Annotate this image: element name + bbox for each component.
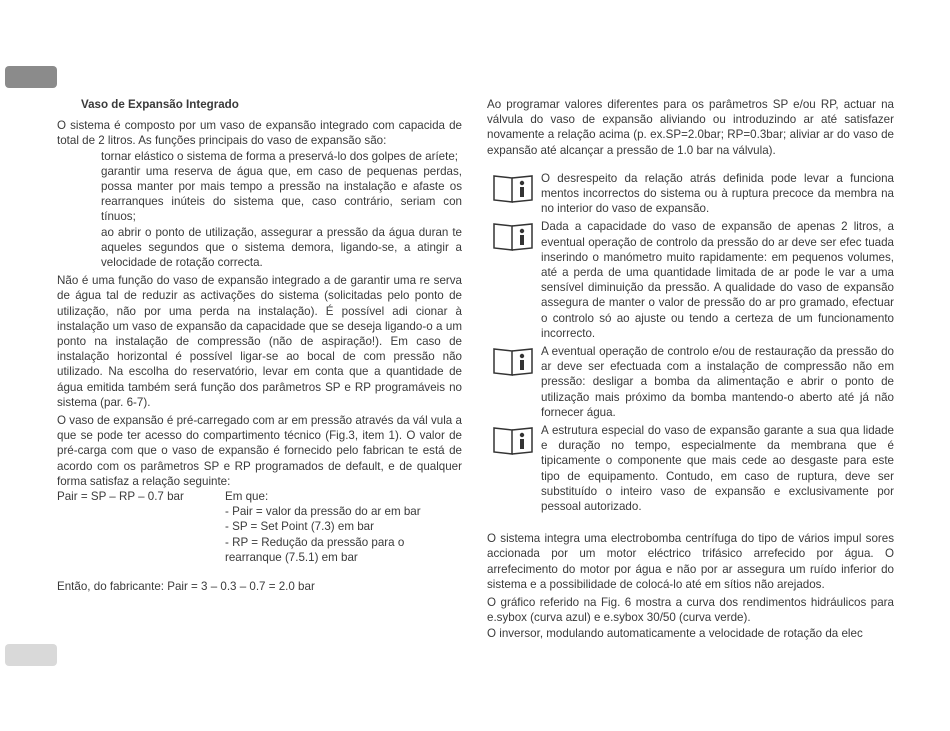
info-note <box>487 171 894 217</box>
where-item: - RP = Redução da pressão para o rearranque (7.5.1) em bar <box>225 535 405 564</box>
page-tab-bottom <box>5 644 57 666</box>
info-note <box>487 344 894 420</box>
paragraph-precharge: O vaso de expansão é pré-carregado com ar em pressão através da vál vula a que se pode ter acesso do compartimento técnico (Fig.3, item 1). O valor de pré-carga com que o vaso de expansão é fornecido pelo fabrican te está de acordo com os parâmetros SP e RP programados de default, e de qualquer forma satisfaz a relação seguinte: <box>57 414 462 488</box>
page-tab-top <box>5 66 57 88</box>
formula-block <box>57 489 462 565</box>
example-line: Então, do fabricante: Pair = 3 – 0.3 – 0.7 = 2.0 bar <box>57 580 315 594</box>
intro-paragraph: O sistema é composto por um vaso de expansão integrado com capacida de total de 2 litros. As funções principais do vaso de expansão são: <box>57 119 462 148</box>
function-item: garantir uma reserva de água que, em caso de pequenas perdas, possa manter por mais tempo a pressão na instalação e afaste os rearranques inúteis do sistema que, caso contrário, seriam con tínuos; <box>101 164 462 224</box>
where-item: - SP = Set Point (7.3) em bar <box>225 520 374 534</box>
formula: Pair = SP – RP – 0.7 bar <box>57 490 184 504</box>
note-text: O desrespeito da relação atrás definida pode levar a funciona mentos incorrectos do sistema ou à ruptura precoce da membra na no interior do vaso de expansão. <box>541 171 894 216</box>
left-column <box>57 97 462 594</box>
paragraph-not-function: Não é uma função do vaso de expansão integrado a de garantir uma re serva de água tal de reduzir as activações do sistema (solicitadas pelo ponto de utilização, não por uma perda na instalação). É possível adi cionar à instalação um vaso de expansão da capacidade que se deseja ligando-o a um ponto na instalação de compressão (não de aspiração!). Em caso de instalação horizontal é possível ligar-se ao bocal de com pressão não utilizado. Na escolha do reservatório, levar em conta que a quantidade de água emitida também será função dos parâmetros SP e RP programáveis no sistema (par. 6-7). <box>57 274 462 409</box>
paragraph-graph: O gráfico referido na Fig. 6 mostra a curva dos rendimentos hidráulicos para e.sybox (curva azul) e e.sybox 30/50 (curva verde). <box>487 596 894 625</box>
where-item: - Pair = valor da pressão do ar em bar <box>225 505 421 519</box>
note-text: Dada a capacidade do vaso de expansão de apenas 2 litros, a eventual operação de controlo da pressão do ar deve ser efec tuada inserindo o manómetro muito rapidamente: em pequenos volumes, até a perda de uma quantidade limitada de ar pode le var a uma sensível diminuição da pressão. A qualidade do vaso de expansão assegura de manter o valor de pressão do ar pro gramado, efectuar o controlo só ao ajuste ou tendo a certeza de um funcionamento incorrecto. <box>541 220 894 340</box>
function-item: ao abrir o ponto de utilização, assegurar a pressão da água duran te aqueles segundos que o sistema demora, ligando-se, a atingir a velocidade de rotação correcta. <box>101 225 462 270</box>
section-title: Vaso de Expansão Integrado <box>81 98 239 111</box>
paragraph-pump: O sistema integra uma electrobomba centrífuga do tipo de vários impul sores accionada por um motor eléctrico trifásico arrefecido por água. O arrefecimento do motor por água e não por ar assegura um ruído inferior do sistema e a possibilidade de colocá-lo até em sítios não arejados. <box>487 532 894 591</box>
paragraph-program: Ao programar valores diferentes para os parâmetros SP e/ou RP, actuar na válvula do vaso de expansão aliviando ou introduzindo ar até satisfazer novamente a relação acima (p. ex.SP=2.0bar; RP=0.3bar; aliviar ar do vaso de expansão até alcançar a pressão de 1.0 bar na válvula). <box>487 98 894 157</box>
formula-legend <box>225 489 462 565</box>
manual-info-icon <box>492 172 534 204</box>
note-text: A estrutura especial do vaso de expansão garante a sua qua lidade e duração no tempo, especialmente da membrana que é tipicamente o componente que mais cede ao desgaste para este tipo de equipamento. Contudo, em caso de ruptura, deve ser substituído o inteiro vaso de expansão e exclusivamente por pessoal autorizado. <box>541 424 894 514</box>
paragraph-inverter: O inversor, modulando automaticamente a velocidade de rotação da elec <box>487 626 863 640</box>
where-label: Em que: <box>225 490 269 504</box>
manual-info-icon <box>492 220 534 252</box>
info-note <box>487 423 894 514</box>
manual-info-icon <box>492 424 534 456</box>
manual-info-icon <box>492 345 534 377</box>
function-item: tornar elástico o sistema de forma a preservá-lo dos golpes de aríete; <box>101 149 459 163</box>
right-column <box>487 97 894 641</box>
note-text: A eventual operação de controlo e/ou de restauração da pressão do ar deve ser efectuada com a instalação de compressão não em pressão: desligar a bomba da alimentação e abrir o ponto de utilização mais próximo da bomba mantendo-o aberto até já não fornecer água. <box>541 345 894 419</box>
info-note <box>487 219 894 341</box>
